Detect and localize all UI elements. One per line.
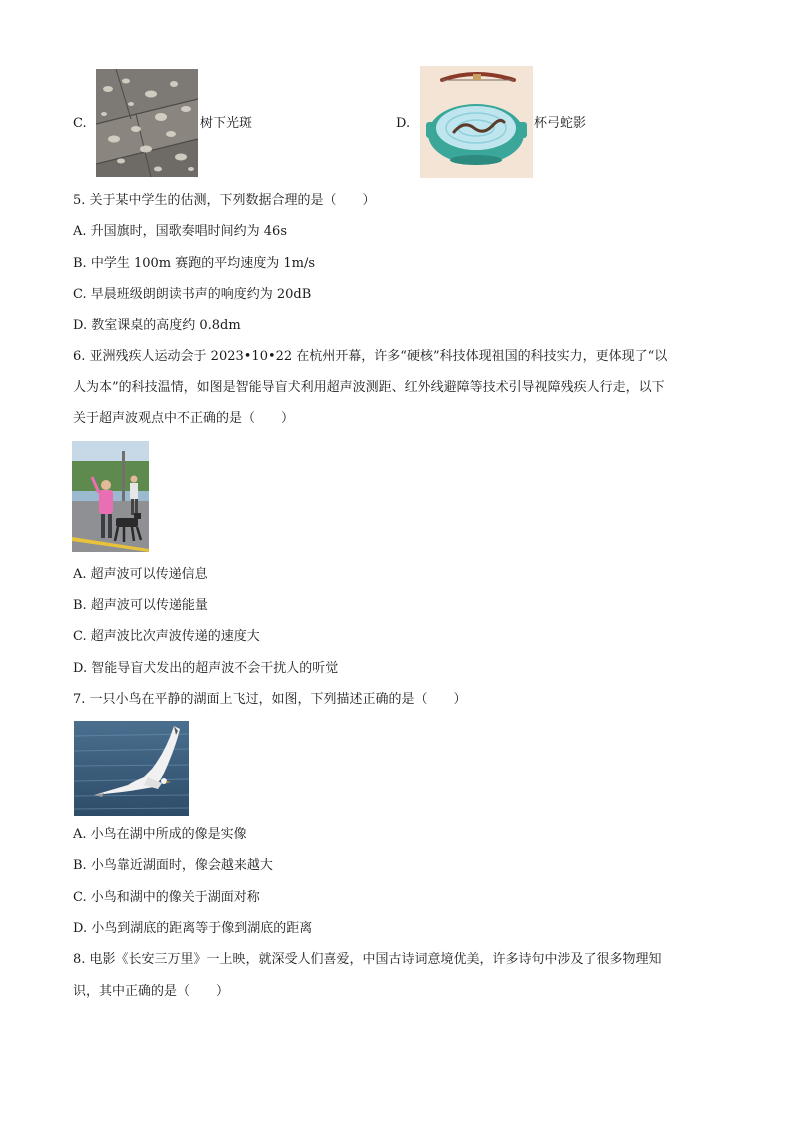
guide-dog-robot-image: [72, 441, 149, 552]
bird-over-lake-image: [74, 721, 189, 816]
q7-option-d: D. 小鸟到湖底的距离等于像到湖底的距离: [73, 921, 313, 936]
q7-option-b: B. 小鸟靠近湖面时，像会越来越大: [73, 858, 273, 873]
q6-stem-line1: 6. 亚洲残疾人运动会于 2023•10•22 在杭州开幕，许多“硬核”科技体现祖国的科技实力，更体现了“以: [73, 349, 668, 364]
q6-option-b: B. 超声波可以传递能量: [73, 598, 208, 613]
option-d-caption: 杯弓蛇影: [534, 116, 587, 131]
q5-stem: 5. 关于某中学生的估测，下列数据合理的是（ ）: [73, 193, 376, 208]
q7-option-a: A. 小鸟在湖中所成的像是实像: [73, 827, 247, 842]
q6-stem-line3: 关于超声波观点中不正确的是（ ）: [73, 411, 295, 426]
q5-option-b: B. 中学生 100m 赛跑的平均速度为 1m/s: [73, 256, 316, 271]
q5-option-c: C. 早晨班级朗朗读书声的响度约为 20dB: [73, 287, 312, 302]
q7-option-c: C. 小鸟和湖中的像关于湖面对称: [73, 890, 260, 905]
q6-option-d: D. 智能导盲犬发出的超声波不会干扰人的听觉: [73, 661, 339, 676]
bow-cup-snake-image: [420, 66, 533, 178]
q8-stem-line2: 识，其中正确的是（ ）: [73, 984, 230, 999]
q6-stem-line2: 人为本”的科技温情，如图是智能导盲犬利用超声波测距、红外线避障等技术引导视障残疾人行走，以下: [73, 380, 665, 395]
q7-stem: 7. 一只小鸟在平静的湖面上飞过，如图，下列描述正确的是（ ）: [73, 692, 467, 707]
q6-option-c: C. 超声波比次声波传递的速度大: [73, 629, 260, 644]
option-c-letter: C.: [73, 116, 87, 131]
option-c-caption: 树下光斑: [200, 116, 253, 131]
option-d-letter: D.: [396, 116, 411, 131]
q6-option-a: A. 超声波可以传递信息: [73, 567, 208, 582]
q8-stem-line1: 8. 电影《长安三万里》一上映，就深受人们喜爱，中国古诗词意境优美，许多诗句中涉及了很多物理知: [73, 952, 662, 967]
q5-option-d: D. 教室课桌的高度约 0.8dm: [73, 318, 241, 333]
q5-option-a: A. 升国旗时，国歌奏唱时间约为 46s: [73, 224, 287, 239]
tree-light-spots-image: [96, 69, 198, 177]
